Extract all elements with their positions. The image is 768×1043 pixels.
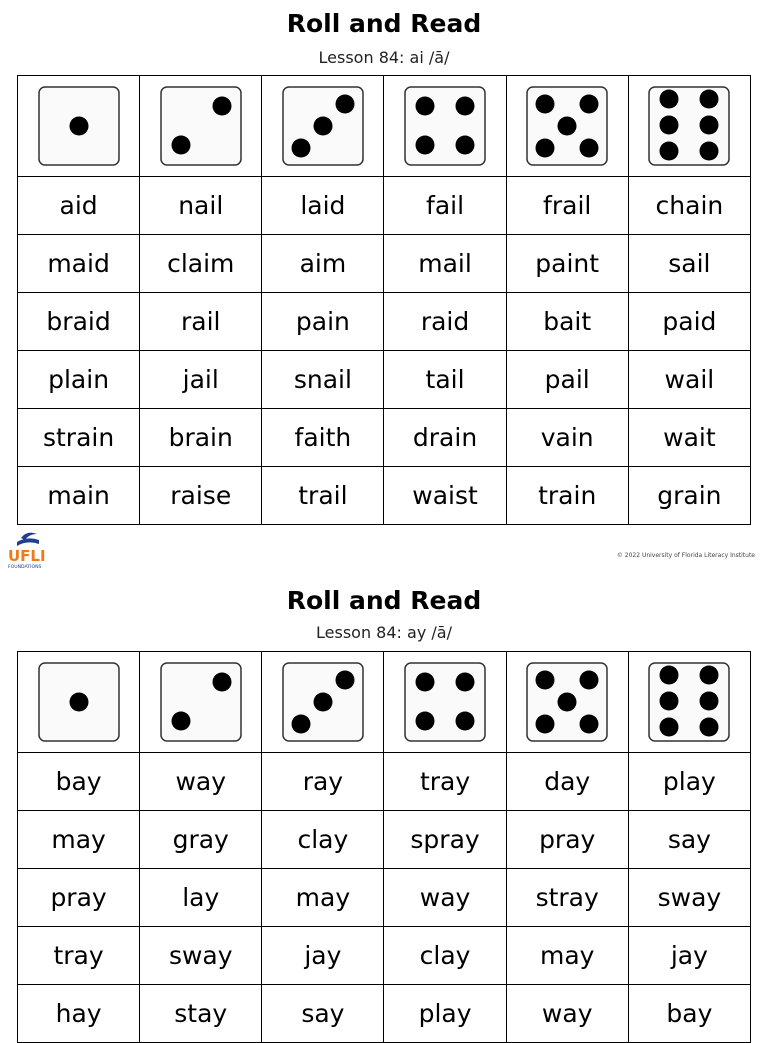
word-row bbox=[18, 235, 751, 293]
die-pip bbox=[660, 142, 679, 161]
die-pip bbox=[291, 139, 310, 158]
word-cell: lay bbox=[140, 869, 262, 927]
logo-text: UFLI bbox=[8, 547, 46, 565]
die-face-1-icon bbox=[38, 662, 120, 742]
word-cell: bay bbox=[628, 985, 750, 1043]
die-pip bbox=[580, 139, 599, 158]
word-cell: faith bbox=[262, 409, 384, 467]
word-cell: plain bbox=[18, 351, 140, 409]
die-face-6-icon bbox=[648, 86, 730, 166]
word-cell: way bbox=[384, 869, 506, 927]
word-cell: paid bbox=[628, 293, 750, 351]
word-cell: aid bbox=[18, 177, 140, 235]
die-pip bbox=[416, 712, 435, 731]
dice-cell bbox=[140, 652, 262, 753]
die-pip bbox=[69, 117, 88, 136]
word-row bbox=[18, 177, 751, 235]
word-cell: sway bbox=[140, 927, 262, 985]
word-cell: waist bbox=[384, 467, 506, 525]
word-cell: sail bbox=[628, 235, 750, 293]
word-cell: drain bbox=[384, 409, 506, 467]
word-cell: ray bbox=[262, 753, 384, 811]
word-cell: vain bbox=[506, 409, 628, 467]
word-cell: clay bbox=[262, 811, 384, 869]
word-cell: pail bbox=[506, 351, 628, 409]
worksheet-subtitle: Lesson 84: ai /ā/ bbox=[318, 48, 450, 67]
word-cell: stay bbox=[140, 985, 262, 1043]
word-cell: clay bbox=[384, 927, 506, 985]
ufli-logo bbox=[7, 530, 47, 572]
worksheet-ai bbox=[0, 10, 768, 68]
word-cell: bay bbox=[18, 753, 140, 811]
die-face-4-icon bbox=[404, 86, 486, 166]
word-cell: tray bbox=[384, 753, 506, 811]
word-cell: wait bbox=[628, 409, 750, 467]
word-cell: say bbox=[628, 811, 750, 869]
die-pip bbox=[580, 715, 599, 734]
die-pip bbox=[700, 718, 719, 737]
word-cell: raise bbox=[140, 467, 262, 525]
die-pip bbox=[700, 142, 719, 161]
die-pip bbox=[700, 692, 719, 711]
word-cell: rail bbox=[140, 293, 262, 351]
die-pip bbox=[536, 139, 555, 158]
die-pip bbox=[558, 117, 577, 136]
die-pip bbox=[456, 712, 475, 731]
die-pip bbox=[416, 136, 435, 155]
die-pip bbox=[291, 715, 310, 734]
die-pip bbox=[456, 673, 475, 692]
die-pip bbox=[700, 666, 719, 685]
word-grid-ai bbox=[17, 75, 751, 525]
word-row bbox=[18, 985, 751, 1043]
word-cell: may bbox=[18, 811, 140, 869]
word-cell: trail bbox=[262, 467, 384, 525]
word-row bbox=[18, 467, 751, 525]
word-cell: pray bbox=[18, 869, 140, 927]
die-pip bbox=[212, 673, 231, 692]
word-cell: spray bbox=[384, 811, 506, 869]
dice-cell bbox=[384, 652, 506, 753]
word-cell: play bbox=[384, 985, 506, 1043]
worksheet-ay bbox=[0, 587, 768, 643]
worksheet-title: Roll and Read bbox=[286, 586, 482, 615]
word-row bbox=[18, 869, 751, 927]
word-row bbox=[18, 927, 751, 985]
dice-cell bbox=[18, 76, 140, 177]
logo-subtext: FOUNDATIONS bbox=[8, 565, 42, 570]
die-face-1-icon bbox=[38, 86, 120, 166]
die-pip bbox=[660, 692, 679, 711]
die-pip bbox=[536, 715, 555, 734]
die-pip bbox=[536, 95, 555, 114]
word-cell: sway bbox=[628, 869, 750, 927]
word-cell: fail bbox=[384, 177, 506, 235]
word-cell: pray bbox=[506, 811, 628, 869]
word-cell: grain bbox=[628, 467, 750, 525]
die-face-3-icon bbox=[282, 662, 364, 742]
word-cell: claim bbox=[140, 235, 262, 293]
dice-cell bbox=[506, 76, 628, 177]
word-cell: pain bbox=[262, 293, 384, 351]
word-row bbox=[18, 811, 751, 869]
word-cell: brain bbox=[140, 409, 262, 467]
die-pip bbox=[69, 693, 88, 712]
die-pip bbox=[335, 671, 354, 690]
word-cell: nail bbox=[140, 177, 262, 235]
die-face-5-icon bbox=[526, 662, 608, 742]
die-pip bbox=[660, 90, 679, 109]
page-footer bbox=[0, 530, 768, 570]
word-cell: gray bbox=[140, 811, 262, 869]
die-pip bbox=[171, 712, 190, 731]
word-cell: raid bbox=[384, 293, 506, 351]
word-cell: day bbox=[506, 753, 628, 811]
word-cell: snail bbox=[262, 351, 384, 409]
word-cell: tray bbox=[18, 927, 140, 985]
dice-row bbox=[18, 76, 751, 177]
die-pip bbox=[580, 95, 599, 114]
dice-cell bbox=[262, 652, 384, 753]
word-cell: jail bbox=[140, 351, 262, 409]
word-cell: aim bbox=[262, 235, 384, 293]
dice-cell bbox=[506, 652, 628, 753]
word-cell: mail bbox=[384, 235, 506, 293]
word-cell: stray bbox=[506, 869, 628, 927]
die-pip bbox=[660, 718, 679, 737]
word-cell: jay bbox=[628, 927, 750, 985]
die-face-4-icon bbox=[404, 662, 486, 742]
dice-cell bbox=[628, 76, 750, 177]
copyright-text: © 2022 University of Florida Literacy Institute bbox=[616, 552, 755, 559]
die-pip bbox=[313, 117, 332, 136]
word-cell: tail bbox=[384, 351, 506, 409]
die-pip bbox=[456, 97, 475, 116]
die-face-5-icon bbox=[526, 86, 608, 166]
die-pip bbox=[660, 116, 679, 135]
word-row bbox=[18, 351, 751, 409]
die-pip bbox=[558, 693, 577, 712]
word-cell: may bbox=[262, 869, 384, 927]
word-cell: bait bbox=[506, 293, 628, 351]
die-pip bbox=[456, 136, 475, 155]
die-pip bbox=[416, 97, 435, 116]
word-cell: play bbox=[628, 753, 750, 811]
word-cell: jay bbox=[262, 927, 384, 985]
dice-cell bbox=[18, 652, 140, 753]
die-pip bbox=[313, 693, 332, 712]
die-face-6-icon bbox=[648, 662, 730, 742]
die-pip bbox=[171, 136, 190, 155]
word-cell: train bbox=[506, 467, 628, 525]
die-pip bbox=[212, 97, 231, 116]
die-pip bbox=[700, 90, 719, 109]
die-pip bbox=[700, 116, 719, 135]
word-cell: say bbox=[262, 985, 384, 1043]
dice-cell bbox=[384, 76, 506, 177]
die-pip bbox=[660, 666, 679, 685]
dice-cell bbox=[262, 76, 384, 177]
dice-cell bbox=[628, 652, 750, 753]
word-cell: main bbox=[18, 467, 140, 525]
die-pip bbox=[335, 95, 354, 114]
word-cell: maid bbox=[18, 235, 140, 293]
word-cell: hay bbox=[18, 985, 140, 1043]
dice-cell bbox=[140, 76, 262, 177]
die-face-2-icon bbox=[160, 662, 242, 742]
word-cell: may bbox=[506, 927, 628, 985]
die-pip bbox=[536, 671, 555, 690]
word-cell: chain bbox=[628, 177, 750, 235]
word-row bbox=[18, 409, 751, 467]
die-pip bbox=[580, 671, 599, 690]
word-cell: way bbox=[140, 753, 262, 811]
die-face-3-icon bbox=[282, 86, 364, 166]
word-row bbox=[18, 293, 751, 351]
die-face-2-icon bbox=[160, 86, 242, 166]
worksheet-title: Roll and Read bbox=[286, 9, 482, 38]
word-grid-ay bbox=[17, 651, 751, 1043]
word-cell: strain bbox=[18, 409, 140, 467]
word-cell: braid bbox=[18, 293, 140, 351]
word-cell: paint bbox=[506, 235, 628, 293]
word-cell: wail bbox=[628, 351, 750, 409]
word-cell: frail bbox=[506, 177, 628, 235]
dice-row bbox=[18, 652, 751, 753]
word-cell: laid bbox=[262, 177, 384, 235]
die-pip bbox=[416, 673, 435, 692]
word-row bbox=[18, 753, 751, 811]
worksheet-subtitle: Lesson 84: ay /ā/ bbox=[316, 623, 452, 642]
word-cell: way bbox=[506, 985, 628, 1043]
